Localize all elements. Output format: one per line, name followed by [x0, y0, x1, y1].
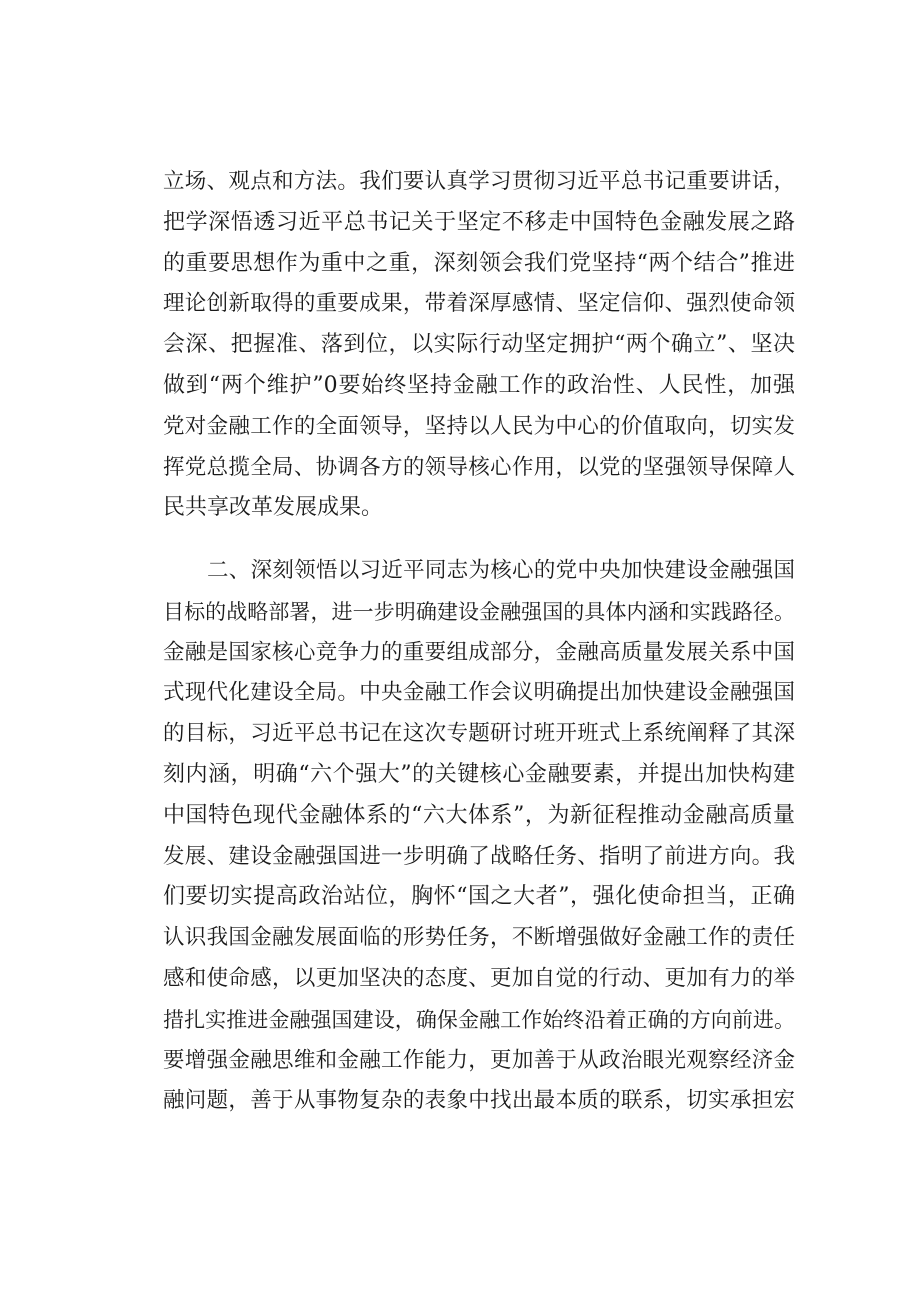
text-line: 金融是国家核心竞争力的重要组成部分，金融高质量发展关系中国: [163, 639, 795, 665]
text-line: 的目标，习近平总书记在这次专题研讨班开班式上系统阐释了其深: [163, 721, 795, 747]
text-line: 感和使命感，以更加坚决的态度、更加自觉的行动、更加有力的举: [163, 965, 795, 991]
text-line: 们要切实提高政治站位，胸怀“国之大者”，强化使命担当，正确: [163, 884, 795, 910]
text-line: 认识我国金融发展面临的形势任务，不断增强做好金融工作的责任: [163, 925, 795, 951]
text-line: 发展、建设金融强国进一步明确了战略任务、指明了前进方向。我: [163, 843, 795, 869]
text-line: 立场、观点和方法。我们要认真学习贯彻习近平总书记重要讲话，: [163, 169, 795, 194]
paragraph-1: [163, 162, 795, 529]
text-line: 式现代化建设全局。中央金融工作会议明确提出加快建设金融强国: [163, 680, 795, 706]
text-line: 党对金融工作的全面领导，坚持以人民为中心的价值取向，切实发: [163, 413, 795, 439]
text-line: 做到“两个维护”0要始终坚持金融工作的政治性、人民性，加强: [163, 372, 795, 398]
text-line: 会深、把握准、落到位，以实际行动坚定拥护“两个确立”、坚决: [163, 332, 795, 358]
text-line: 融问题，善于从事物复杂的表象中找出最本质的联系，切实承担宏: [163, 1088, 795, 1114]
text-line: 措扎实推进金融强国建设，确保金融工作始终沿着正确的方向前进。: [163, 1007, 795, 1032]
text-line: 要增强金融思维和金融工作能力，更加善于从政治眼光观察经济金: [163, 1047, 795, 1073]
text-line: 目标的战略部署，进一步明确建设金融强国的具体内涵和实践路径。: [163, 599, 795, 624]
text-line: 理论创新取得的重要成果，带着深厚感情、坚定信仰、强烈使命领: [163, 291, 795, 317]
text-line: 的重要思想作为重中之重，深刻领会我们党坚持“两个结合”推进: [163, 250, 795, 276]
text-line: 刻内涵，明确“六个强大”的关键核心金融要素，并提出加快构建: [163, 761, 795, 787]
text-line: 挥党总揽全局、协调各方的领导核心作用，以党的坚强领导保障人: [163, 454, 795, 480]
text-line: 把学深悟透习近平总书记关于坚定不移走中国特色金融发展之路: [163, 209, 795, 235]
text-line: 中国特色现代金融体系的“六大体系”，为新征程推动金融高质量: [163, 802, 795, 828]
paragraph-2: [163, 551, 795, 1122]
text-line-indented: 二、深刻领悟以习近平同志为核心的党中央加快建设金融强国: [207, 558, 795, 583]
text-line-last: 民共享改革发展成果。: [163, 495, 384, 521]
